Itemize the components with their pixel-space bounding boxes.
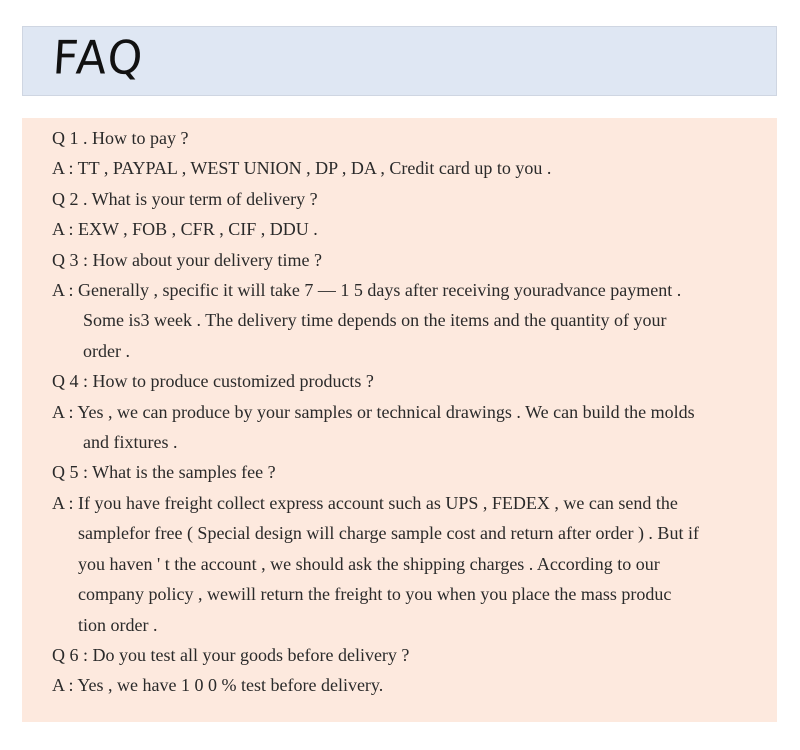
answer-3-line-1: A : Generally , specific it will take 7 — 1 5 days after receiving youradvance payment . (52, 280, 682, 301)
question-5: Q 5 : What is the samples fee ? (52, 462, 276, 483)
question-1: Q 1 . How to pay ? (52, 128, 189, 148)
question-2: Q 2 . What is your term of delivery ? (52, 188, 318, 209)
answer-4-line-1: A : Yes , we can produce by your samples or technical drawings . We can build the molds (52, 401, 695, 422)
answer-5-line-5: tion order . (78, 614, 158, 635)
answer-5-line-2: samplefor free ( Special design will charge sample cost and return after order ) . But if (78, 523, 699, 544)
answer-1: A : TT , PAYPAL , WEST UNION , DP , DA , Credit card up to you . (52, 158, 552, 179)
faq-panel (22, 118, 777, 722)
faq-list (52, 123, 762, 701)
answer-4-line-2: and fixtures . (83, 432, 178, 453)
answer-2: A : EXW , FOB , CFR , CIF , DDU . (52, 219, 318, 240)
answer-3-line-2: Some is3 week . The delivery time depends on the items and the quantity of your (83, 310, 667, 331)
answer-5-line-3: you haven ' t the account , we should ask the shipping charges . According to our (78, 553, 660, 574)
faq-header (22, 26, 777, 96)
question-4: Q 4 : How to produce customized products ? (52, 371, 374, 392)
question-6: Q 6 : Do you test all your goods before delivery ? (52, 644, 410, 665)
question-3: Q 3 : How about your delivery time ? (52, 249, 322, 270)
answer-6: A : Yes , we have 1 0 0 % test before delivery. (52, 675, 384, 696)
answer-3-line-3: order . (83, 340, 130, 361)
answer-5-line-1: A : If you have freight collect express account such as UPS , FEDEX , we can send the (52, 492, 678, 513)
faq-title: FAQ (51, 31, 147, 86)
answer-5-line-4: company policy , wewill return the freight to you when you place the mass produc (78, 584, 672, 605)
